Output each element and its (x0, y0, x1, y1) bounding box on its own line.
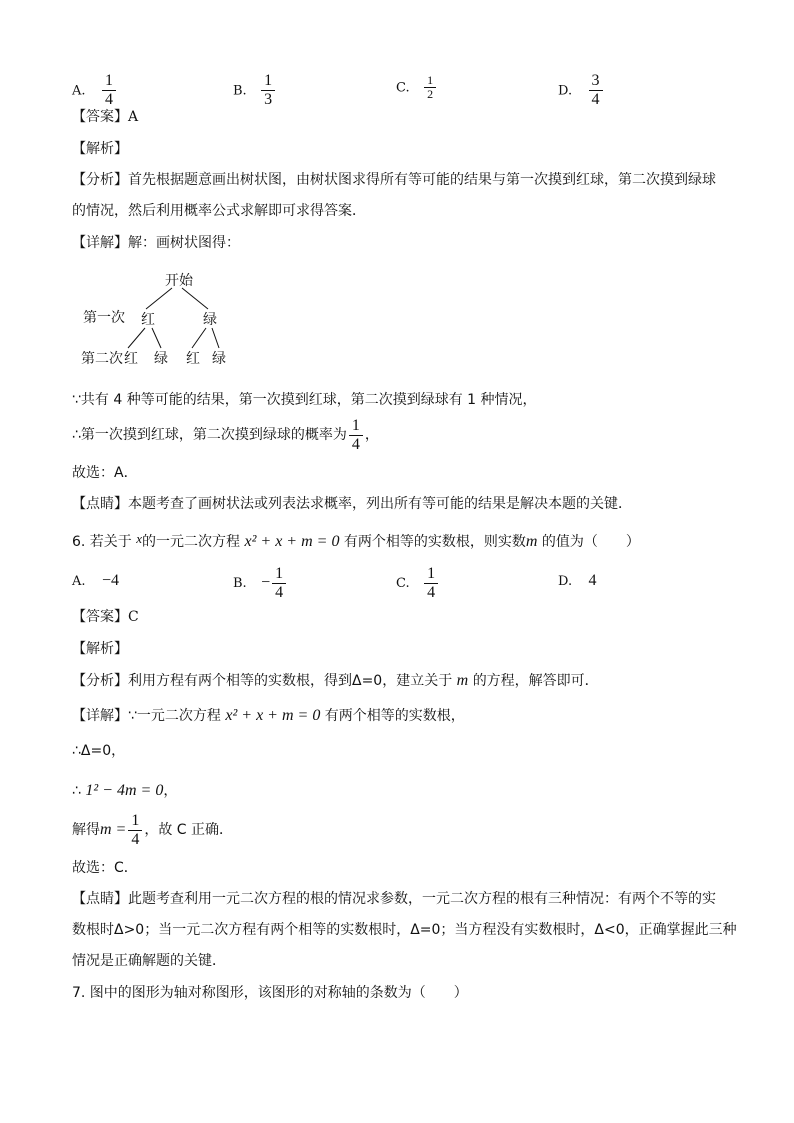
q6-answer (72, 607, 139, 627)
denominator: 3 (264, 91, 273, 108)
equation: 1² − 4m = 0 (85, 782, 164, 799)
option-letter: B. (233, 576, 247, 591)
analysis-text: 首先根据题意画出树状图，由树状图求得所有等可能的结果与第一次摸到红球，第二次摸到绿球 (128, 172, 716, 188)
numerator: 1 (102, 72, 116, 91)
q6-analysis (72, 671, 599, 691)
tree-l2-c: 红 (186, 351, 200, 367)
tree-edge (146, 288, 172, 309)
denominator: 4 (104, 91, 113, 108)
tree-l2-d: 绿 (212, 351, 226, 367)
q5-choose: 故选：A． (72, 465, 138, 481)
tree-root: 开始 (165, 273, 193, 289)
q6-jiexi-heading: 【解析】 (72, 641, 128, 657)
stem-text: 6. 若关于 (72, 534, 132, 550)
analysis-text: 利用方程有两个相等的实数根，得到Δ=0，建立关于 (128, 673, 453, 689)
option-letter: B. (233, 83, 247, 99)
option-letter: A. (72, 83, 86, 99)
analysis-tag: 【分析】 (72, 172, 128, 188)
therefore-text: ∴第一次摸到红球，第二次摸到绿球的概率为 (72, 427, 347, 443)
fraction (272, 565, 286, 602)
detail-tag: 【详解】 (72, 235, 128, 251)
detail-text: ∵一元二次方程 (128, 708, 221, 724)
answer-value: A (128, 109, 139, 125)
tree-l1-left: 红 (141, 312, 155, 328)
step-symbol: ∴ (72, 783, 81, 799)
tree-edge (182, 288, 208, 309)
tree-row2-label: 第二次 (81, 351, 123, 367)
numerator: 1 (424, 74, 436, 88)
option-letter: C. (396, 80, 410, 96)
tree-edge (212, 328, 219, 348)
q7-stem: 7. 图中的图形为轴对称图形，该图形的对称轴的条数为（ ） (72, 985, 468, 1001)
numerator: 1 (261, 72, 275, 91)
q6-delta-line: ∴Δ=0， (72, 743, 126, 759)
q6-option-d (558, 571, 597, 592)
q6-option-a (72, 571, 119, 592)
numerator: 1 (128, 812, 142, 831)
q5-since-line: ∵共有 4 种等可能的结果，第一次摸到红球，第二次摸到绿球有 1 种情况， (72, 392, 537, 408)
denominator: 4 (351, 435, 360, 453)
detail-text: 解：画树状图得： (128, 235, 240, 251)
comment-tag: 【点睛】 (72, 496, 128, 512)
numerator: 1 (349, 417, 363, 436)
stem-text: 有两个相等的实数根，则实数 (343, 534, 526, 550)
comment-tag: 【点睛】 (72, 891, 128, 907)
q6-detail (72, 706, 465, 726)
option-letter: A. (72, 574, 86, 589)
tree-row1-label: 第一次 (83, 310, 125, 326)
q6-step-line (72, 781, 177, 801)
stem-text: 的值为（ ） (541, 534, 640, 550)
q5-comment (72, 494, 632, 514)
answer-value: C (128, 609, 139, 625)
q6-comment-line3: 情况是正确解题的关键． (72, 953, 226, 969)
q5-therefore-line (72, 413, 379, 457)
equation: m = (100, 821, 127, 838)
q6-comment-line1 (72, 889, 716, 909)
fraction (349, 417, 363, 454)
q6-stem (72, 529, 640, 552)
answer-tag: 【答案】 (72, 609, 128, 625)
denominator: 4 (275, 583, 284, 601)
analysis-tag: 【分析】 (72, 673, 128, 689)
step-punct: ， (163, 783, 178, 799)
solve-text: ，故 C 正确． (144, 822, 234, 838)
q6-option-c (396, 563, 440, 604)
variable-x: x (136, 531, 143, 546)
variable-m: m (456, 672, 469, 689)
numerator: 1 (272, 565, 286, 584)
tree-l2-a: 红 (124, 351, 138, 367)
fraction (128, 812, 142, 849)
comment-text: 此题考查利用一元二次方程的根的情况求参数，一元二次方程的根有三种情况：有两个不等的实 (128, 891, 716, 907)
denominator: 4 (591, 91, 600, 108)
denominator: 2 (427, 87, 434, 101)
therefore-punct: ， (364, 427, 379, 443)
option-value: −4 (101, 572, 120, 589)
equation: x² + x + m = 0 (244, 533, 340, 550)
detail-tag: 【详解】 (72, 708, 128, 724)
tree-edge (128, 328, 145, 348)
tree-edge (152, 328, 161, 348)
denominator: 4 (427, 583, 436, 601)
equation: x² + x + m = 0 (225, 707, 321, 724)
option-letter: D. (558, 83, 573, 99)
numerator: 3 (589, 72, 603, 91)
q6-choose: 故选：C． (72, 860, 138, 876)
tree-l1-right: 绿 (203, 312, 217, 328)
tree-edge (192, 328, 206, 348)
fraction (424, 565, 438, 602)
answer-tag: 【答案】 (72, 109, 128, 125)
q6-option-b (233, 563, 288, 604)
numerator: 1 (424, 565, 438, 584)
detail-text: 有两个相等的实数根， (324, 708, 465, 724)
variable-m: m (525, 533, 538, 550)
denominator: 4 (131, 830, 140, 848)
comment-text: 本题考查了画树状法或列表法求概率，列出所有等可能的结果是解决本题的关键． (128, 496, 632, 512)
tree-l2-b: 绿 (154, 351, 168, 367)
option-letter: C. (396, 576, 410, 591)
q5-analysis-line2: 的情况，然后利用概率公式求解即可求得答案． (72, 203, 366, 219)
option-value: 4 (588, 572, 597, 589)
q6-solve-line (72, 808, 233, 852)
option-letter: D. (558, 574, 573, 589)
analysis-text: 的方程，解答即可． (472, 673, 599, 689)
q5-jiexi-heading: 【解析】 (72, 141, 128, 157)
option-sign: − (261, 574, 271, 591)
stem-text: 的一元二次方程 (142, 534, 241, 550)
solve-text: 解得 (72, 822, 100, 838)
q6-comment-line2: 数根时Δ>0；当一元二次方程有两个相等的实数根时，Δ=0；当方程没有实数根时，Δ<0，正确掌握此三种 (72, 922, 737, 938)
